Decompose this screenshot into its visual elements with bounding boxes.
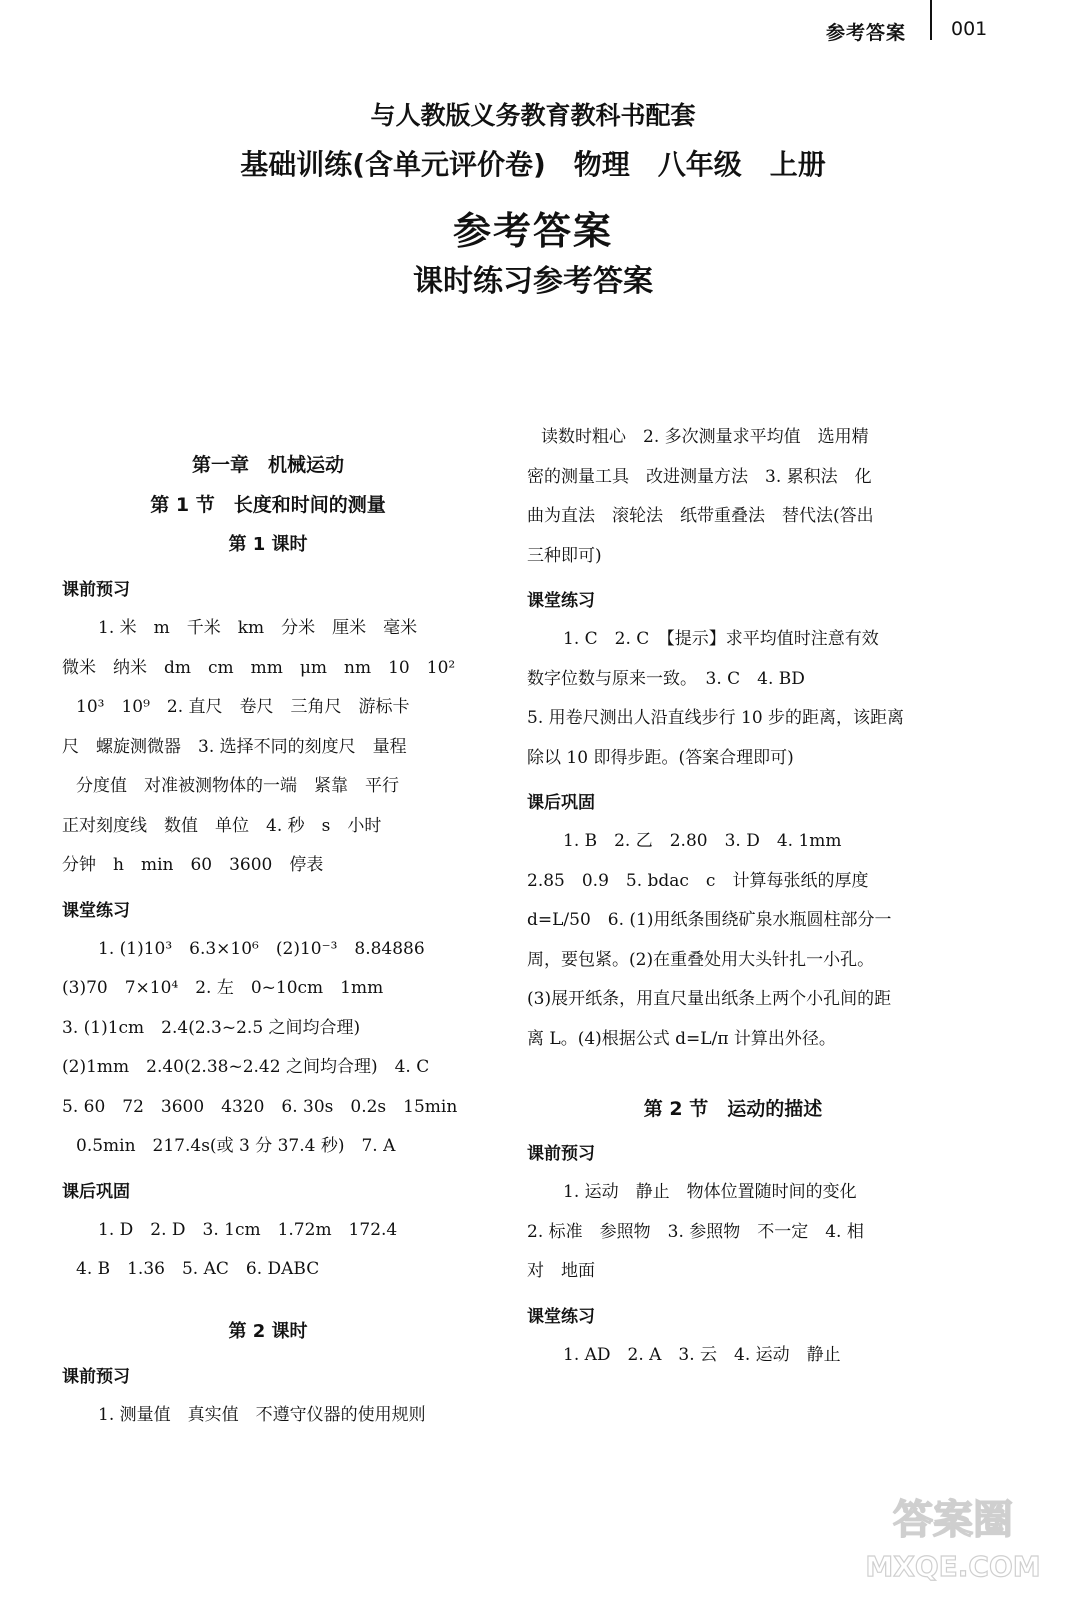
answer-line: 周，要包紧。(2)在重叠处用大头针扎一小孔。 bbox=[527, 949, 875, 970]
right-column bbox=[527, 418, 939, 1375]
answer-line: 1. C 2. C 【提示】求平均值时注意有效 bbox=[563, 629, 879, 649]
answer-line: 2.85 0.9 5. bdac c 计算每张纸的厚度 bbox=[527, 870, 869, 891]
answer-line: 对 地面 bbox=[527, 1261, 595, 1281]
subsection-after-class: 课后巩固 bbox=[62, 1181, 130, 1202]
subsection-class-practice: 课堂练习 bbox=[62, 900, 130, 921]
answer-line: 3. (1)1cm 2.4(2.3~2.5 之间均合理) bbox=[62, 1017, 361, 1038]
answer-line: 1. 运动 静止 物体位置随时间的变化 bbox=[563, 1182, 857, 1202]
answer-line: 尺 螺旋测微器 3. 选择不同的刻度尺 量程 bbox=[62, 736, 407, 757]
watermark-text-bottom: MXQE.COM bbox=[865, 1550, 1041, 1583]
header-label: 参考答案 bbox=[826, 22, 907, 44]
watermark-logo bbox=[858, 1478, 1048, 1588]
lesson-heading: 第 1 课时 bbox=[228, 534, 308, 555]
answer-line: 离 L。(4)根据公式 d=L/π 计算出外径。 bbox=[527, 1028, 836, 1049]
watermark-text-top: 答案圈 bbox=[893, 1497, 1013, 1543]
answer-line: 5. 60 72 3600 4320 6. 30s 0.2s 15min bbox=[62, 1096, 458, 1117]
left-column bbox=[62, 445, 474, 1435]
lesson-heading: 第 2 课时 bbox=[228, 1320, 308, 1342]
subsection-pre-study: 课前预习 bbox=[527, 1144, 595, 1164]
answer-line: 三种即可) bbox=[527, 545, 602, 566]
answer-line: 10³ 10⁹ 2. 直尺 卷尺 三角尺 游标卡 bbox=[76, 697, 410, 717]
section-heading: 第 1 节 长度和时间的测量 bbox=[150, 494, 386, 516]
answer-line: 0.5min 217.4s(或 3 分 37.4 秒) 7. A bbox=[76, 1136, 396, 1156]
answer-line: 正对刻度线 数值 单位 4. 秒 s 小时 bbox=[62, 815, 382, 836]
answer-line: 4. B 1.36 5. AC 6. DABC bbox=[76, 1259, 320, 1279]
answer-line: 数字位数与原来一致。 3. C 4. BD bbox=[527, 668, 805, 689]
answer-line: d=L/50 6. (1)用纸条围绕矿泉水瓶圆柱部分一 bbox=[527, 910, 892, 930]
answer-line: 1. 测量值 真实值 不遵守仪器的使用规则 bbox=[98, 1404, 426, 1425]
chapter-heading: 第一章 机械运动 bbox=[191, 454, 344, 476]
book-subtitle: 与人教版义务教育教科书配套 bbox=[370, 101, 696, 130]
lesson-answers-title: 课时练习参考答案 bbox=[413, 264, 653, 299]
answer-line: (3)展开纸条，用直尺量出纸条上两个小孔间的距 bbox=[527, 989, 892, 1009]
answer-line: 曲为直法 滚轮法 纸带重叠法 替代法(答出 bbox=[527, 506, 874, 526]
answer-line: 1. D 2. D 3. 1cm 1.72m 172.4 bbox=[98, 1219, 398, 1240]
answer-line: 1. (1)10³ 6.3×10⁶ (2)10⁻³ 8.84886 bbox=[98, 938, 425, 959]
section-heading: 第 2 节 运动的描述 bbox=[643, 1098, 823, 1120]
subsection-pre-study: 课前预习 bbox=[62, 1366, 130, 1387]
page-number: 001 bbox=[951, 18, 988, 40]
answer-line: 5. 用卷尺测出人沿直线步行 10 步的距离，该距离 bbox=[527, 708, 905, 728]
answers-title: 参考答案 bbox=[452, 209, 613, 253]
answer-line: 1. AD 2. A 3. 云 4. 运动 静止 bbox=[563, 1344, 841, 1365]
subsection-class-practice: 课堂练习 bbox=[527, 1306, 595, 1327]
subsection-after-class: 课后巩固 bbox=[527, 793, 595, 813]
answer-line: (2)1mm 2.40(2.38~2.42 之间均合理) 4. C bbox=[62, 1057, 430, 1077]
answer-line: 分度值 对准被测物体的一端 紧靠 平行 bbox=[76, 776, 399, 796]
answer-line: 除以 10 即得步距。(答案合理即可) bbox=[527, 747, 794, 768]
answer-line: 1. B 2. 乙 2.80 3. D 4. 1mm bbox=[563, 831, 842, 851]
answer-line: 分钟 h min 60 3600 停表 bbox=[62, 855, 324, 875]
answer-line: 2. 标准 参照物 3. 参照物 不一定 4. 相 bbox=[527, 1221, 864, 1242]
answer-line: 读数时粗心 2. 多次测量求平均值 选用精 bbox=[541, 427, 869, 447]
answer-line: 微米 纳米 dm cm mm μm nm 10 10² bbox=[62, 657, 456, 678]
subsection-pre-study: 课前预习 bbox=[62, 580, 130, 600]
answer-line: (3)70 7×10⁴ 2. 左 0~10cm 1mm bbox=[62, 978, 384, 998]
answer-line: 密的测量工具 改进测量方法 3. 累积法 化 bbox=[527, 466, 872, 487]
book-title: 基础训练(含单元评价卷) 物理 八年级 上册 bbox=[240, 148, 826, 181]
subsection-class-practice: 课堂练习 bbox=[527, 591, 595, 611]
header-divider bbox=[930, 0, 932, 40]
answer-line: 1. 米 m 千米 km 分米 厘米 毫米 bbox=[98, 618, 418, 638]
